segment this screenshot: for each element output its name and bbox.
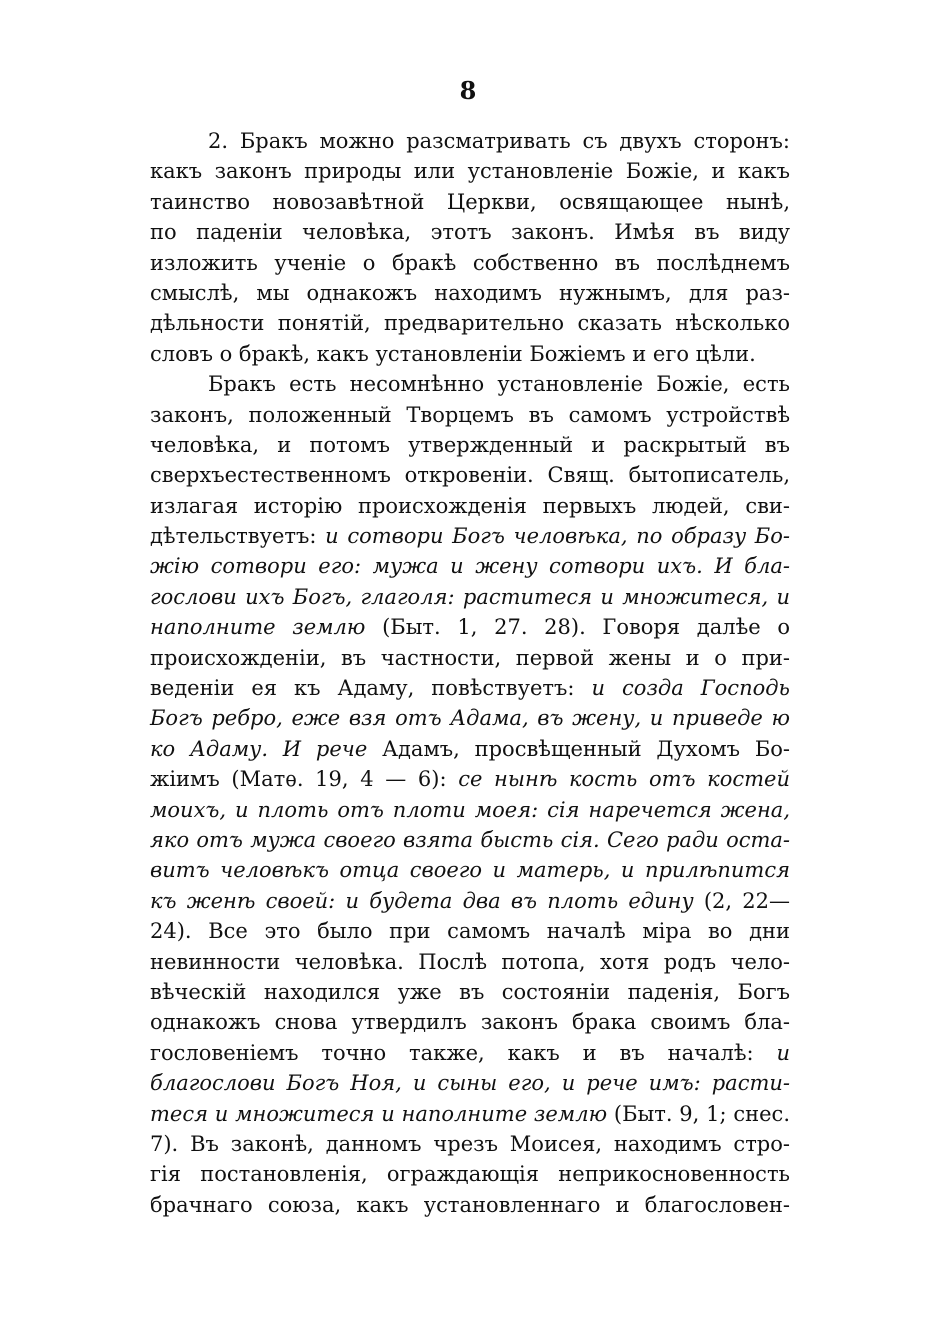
scripture-quote: къ женѣ своей: и будета два въ плоть едину [150, 888, 694, 913]
text-line [150, 734, 790, 764]
scripture-quote: витъ человѣкъ отца своего и матерь, и прилѣпится [150, 858, 790, 883]
text-segment: законъ, положенный Творцемъ въ самомъ устройствѣ [150, 402, 790, 427]
text-line [150, 795, 790, 825]
text-line [150, 764, 790, 794]
text-segment: невинности человѣка. Послѣ потопа, хотя родъ чело- [150, 949, 790, 974]
text-segment: Бракъ есть несомнѣнно установленіе Божіе, есть [208, 372, 790, 397]
text-line [150, 187, 790, 217]
text-segment: Адамъ, просвѣщенный Духомъ Бо- [367, 736, 790, 761]
text-segment: 7). Въ законѣ, данномъ чрезъ Моисея, находимъ стро- [150, 1131, 790, 1156]
scripture-quote: яко отъ мужа своего взята бысть сія. Сего ради оста- [150, 827, 790, 852]
text-line [150, 460, 790, 490]
text-segment: (Быт. 9, 1; снес. [607, 1101, 790, 1126]
scripture-quote: гослови ихъ Богъ, глаголя: раститеся и множитеся, и [150, 584, 790, 609]
text-line [150, 400, 790, 430]
text-line [150, 1190, 790, 1220]
scripture-quote: наполните землю [150, 615, 366, 640]
text-line [150, 430, 790, 460]
scripture-quote: благослови Богъ Ноя, и сыны его, и рече имъ: расти- [150, 1071, 790, 1096]
scripture-quote: и [776, 1040, 790, 1065]
text-line [150, 886, 790, 916]
text-segment: гословеніемъ точно также, какъ и въ началѣ: [150, 1040, 777, 1065]
text-line [150, 916, 790, 946]
text-line [150, 308, 790, 338]
text-segment: человѣка, и потомъ утвержденный и раскрытый въ [150, 432, 790, 457]
scripture-quote: моихъ, и плоть отъ плоти моея: сія наречется жена, [150, 797, 790, 822]
text-segment: вѣческій находился уже въ состояніи паденія, Богъ [150, 979, 790, 1004]
text-segment: однакожъ снова утвердилъ законъ брака своимъ бла- [150, 1010, 790, 1035]
text-segment: какъ законъ природы или установленіе Божіе, и какъ [150, 159, 790, 184]
text-line [150, 551, 790, 581]
text-line [150, 977, 790, 1007]
text-line [150, 612, 790, 642]
scripture-quote: и созда Господь [591, 676, 790, 701]
text-segment: жіимъ (Матѳ. 19, 4 — 6): [150, 767, 459, 792]
text-segment: 2. Бракъ можно разсматривать съ двухъ сторонъ: [208, 129, 790, 153]
scripture-quote: ко Адаму. И рече [150, 736, 368, 761]
text-line [150, 1099, 790, 1129]
text-segment: 24). Все это было при самомъ началѣ міра во дни [150, 919, 790, 944]
text-segment: происхожденіи, въ частности, первой жены и о при- [150, 645, 790, 670]
scripture-quote: жію сотвори его: мужа и жену сотвори ихъ. И бла- [150, 554, 790, 579]
text-line [150, 248, 790, 278]
scripture-quote: теся и множитеся и наполните землю [150, 1101, 608, 1126]
text-segment: (Быт. 1, 27. 28). Говоря далѣе о [365, 615, 790, 640]
body-text [150, 126, 790, 1220]
text-line [150, 1007, 790, 1037]
scripture-quote: се нынѣ кость отъ костей [458, 767, 790, 792]
text-line [150, 855, 790, 885]
text-segment: дѣльности понятій, предварительно сказать нѣсколько [150, 311, 790, 336]
text-segment: брачнаго союза, какъ установленнаго и благословен- [150, 1192, 790, 1217]
text-segment: веденіи ея къ Адаму, повѣствуетъ: [150, 676, 592, 701]
text-segment: по паденіи человѣка, этотъ законъ. Имѣя въ виду [150, 220, 790, 245]
text-line [150, 1068, 790, 1098]
text-line [150, 339, 790, 369]
text-line [150, 217, 790, 247]
text-segment: гія постановленія, ограждающія неприкосновенность [150, 1162, 790, 1187]
text-line [150, 521, 790, 551]
text-line [150, 643, 790, 673]
text-segment: (2, 22— [693, 888, 790, 913]
text-line [150, 278, 790, 308]
text-line [150, 126, 790, 156]
text-segment: сверхъестественномъ откровеніи. Свящ. бытописатель, [150, 463, 790, 488]
text-segment: словъ о бракѣ, какъ установленіи Божіемъ и его цѣли. [150, 341, 756, 366]
text-segment: смыслѣ, мы однакожъ находимъ нужнымъ, для раз- [150, 280, 790, 305]
text-segment: излагая исторію происхожденія первыхъ людей, сви- [150, 493, 790, 518]
text-line [150, 156, 790, 186]
text-line [150, 947, 790, 977]
text-line [150, 1129, 790, 1159]
text-line [150, 582, 790, 612]
text-line [150, 369, 790, 399]
text-segment: изложить ученіе о бракѣ собственно въ послѣднемъ [150, 250, 790, 275]
scripture-quote: и сотвори Богъ человѣка, по образу Бо- [325, 524, 790, 549]
scripture-quote: Богъ ребро, еже взя отъ Адама, въ жену, и приведе ю [150, 706, 790, 731]
page-number: 8 [459, 76, 477, 105]
text-line [150, 673, 790, 703]
text-line [150, 703, 790, 733]
text-segment: дѣтельствуетъ: [150, 524, 326, 549]
text-line [150, 1159, 790, 1189]
text-segment: таинство новозавѣтной Церкви, освящающее нынѣ, [150, 189, 790, 214]
text-line [150, 491, 790, 521]
text-line [150, 1038, 790, 1068]
text-line [150, 825, 790, 855]
